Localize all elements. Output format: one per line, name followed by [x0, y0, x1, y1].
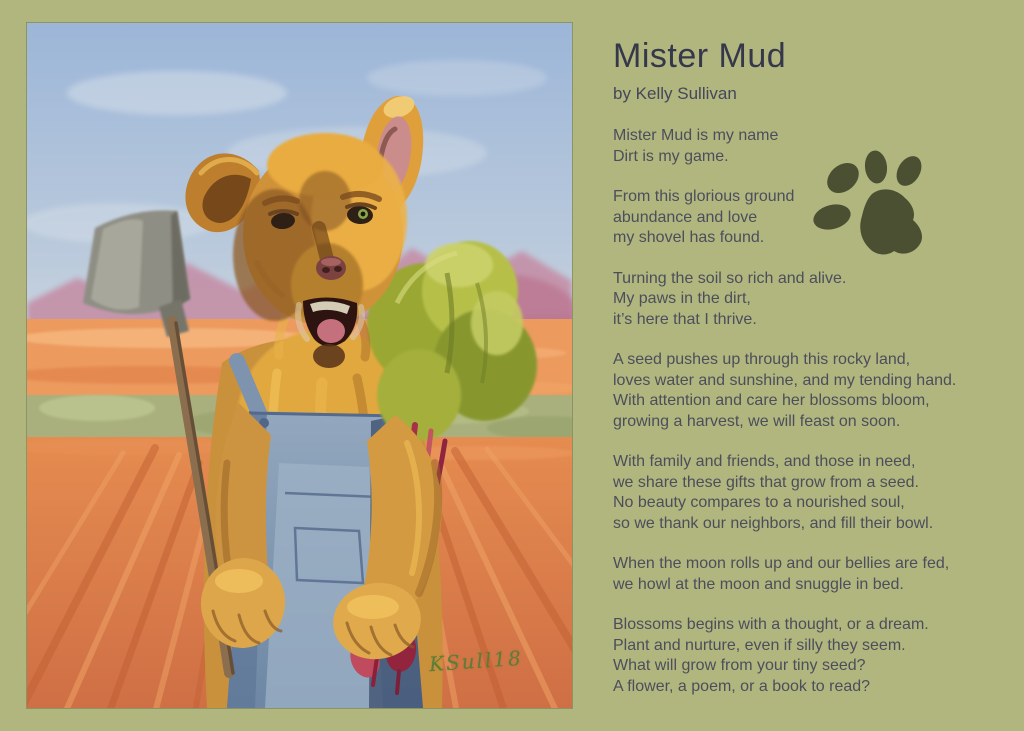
poem-line: we howl at the moon and snuggle in bed. — [613, 575, 904, 593]
dog-farmer-painting — [27, 23, 572, 708]
poem-line: With family and friends, and those in need, — [613, 453, 916, 470]
painting-canvas — [27, 23, 572, 708]
poem-stanza — [613, 615, 1013, 697]
poem-line: Dirt is my game. — [613, 147, 729, 165]
poem-byline: by Kelly Sullivan — [613, 84, 737, 103]
poem-column — [613, 38, 1013, 697]
poem-stanza — [613, 554, 1013, 595]
artist-signature: KSull18 — [428, 645, 524, 677]
poem-line: Blossoms begins with a thought, or a dream. — [613, 616, 929, 633]
poem-line: Turning the soil so rich and alive. — [613, 269, 847, 287]
poem-line: When the moon rolls up and our bellies are fed, — [613, 555, 950, 572]
paw-print-icon — [812, 144, 936, 258]
poem-line: From this glorious ground — [613, 188, 795, 205]
poem-stanza — [613, 452, 1013, 534]
poem-title: Mister Mud — [613, 37, 787, 75]
poem-line: Mister Mud is my name — [613, 127, 779, 144]
poem-line: my shovel has found. — [613, 229, 765, 246]
poem-line: abundance and love — [613, 208, 758, 226]
poem-line: My paws in the dirt, — [613, 290, 751, 307]
poem-line: No beauty compares to a nourished soul, — [613, 494, 905, 511]
poem-line: growing a harvest, we will feast on soon. — [613, 412, 901, 430]
poem-line: we share these gifts that grow from a seed. — [613, 473, 919, 491]
poem-line: Plant and nurture, even if silly they seem. — [613, 636, 906, 654]
poem-line: it’s here that I thrive. — [613, 310, 757, 328]
poem-line: A seed pushes up through this rocky land, — [613, 351, 911, 368]
poem-stanza — [613, 350, 1013, 432]
poem-line: With attention and care her blossoms bloom, — [613, 392, 930, 409]
poem-line: so we thank our neighbors, and fill their bowl. — [613, 514, 934, 532]
poem-line: What will grow from your tiny seed? — [613, 657, 866, 674]
poem-line: loves water and sunshine, and my tending hand. — [613, 371, 957, 389]
poem-stanza — [613, 269, 1013, 331]
poem-line: A flower, a poem, or a book to read? — [613, 677, 871, 695]
